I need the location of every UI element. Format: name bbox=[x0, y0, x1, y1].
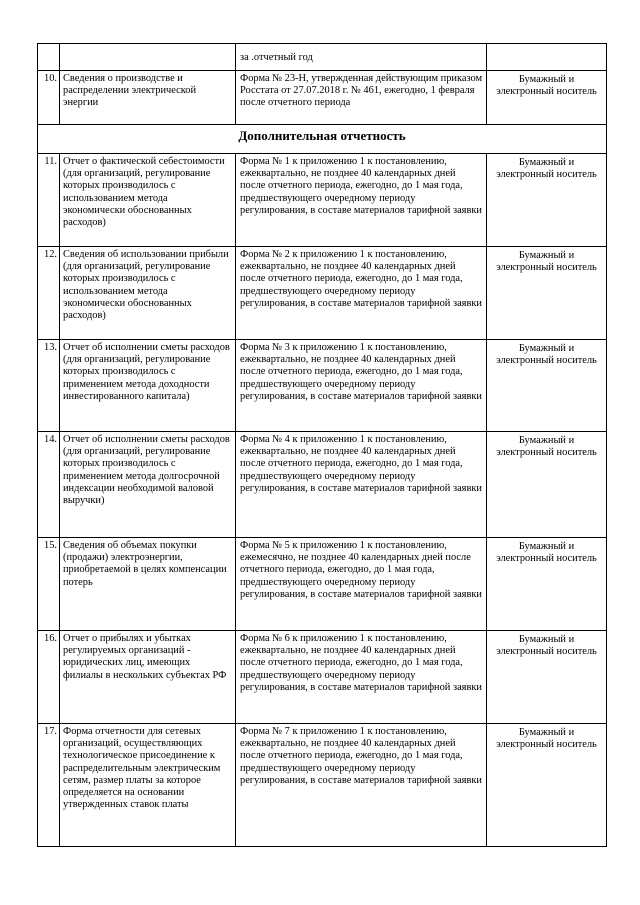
row-number: 11. bbox=[38, 154, 60, 247]
report-deadline: Форма № 6 к приложению 1 к постановлению, ежеквартально, не позднее 40 календарных дней после отчетного периода, ежегодно, до 1 мая года, предшествующего очередному периоду регулирования, в составе материалов тарифной заявки bbox=[236, 631, 487, 724]
table-row bbox=[38, 71, 607, 125]
table-row bbox=[38, 340, 607, 432]
row-number: 14. bbox=[38, 432, 60, 538]
report-media bbox=[487, 44, 607, 71]
report-media: Бумажный и электронный носитель bbox=[487, 724, 607, 847]
table-row bbox=[38, 724, 607, 847]
report-deadline: Форма № 1 к приложению 1 к постановлению, ежеквартально, не позднее 40 календарных дней после отчетного периода, ежегодно, до 1 мая года, предшествующего очередному периоду регулирования, в составе материалов тарифной заявки bbox=[236, 154, 487, 247]
table-row bbox=[38, 432, 607, 538]
section-title: Дополнительная отчетность bbox=[38, 125, 607, 154]
report-name: Отчет об исполнении сметы расходов (для организаций, регулирование которых производилось с применением метода доходности инвестированного капитала) bbox=[60, 340, 236, 432]
table-row bbox=[38, 538, 607, 631]
table-row bbox=[38, 247, 607, 340]
report-media: Бумажный и электронный носитель bbox=[487, 432, 607, 538]
reporting-table bbox=[37, 43, 607, 847]
section-header-row bbox=[38, 125, 607, 154]
report-media: Бумажный и электронный носитель bbox=[487, 538, 607, 631]
report-deadline: Форма № 4 к приложению 1 к постановлению, ежеквартально, не позднее 40 календарных дней после отчетного периода, ежегодно, до 1 мая года, предшествующего очередному периоду регулирования, в составе материалов тарифной заявки bbox=[236, 432, 487, 538]
row-number: 12. bbox=[38, 247, 60, 340]
report-deadline: Форма № 5 к приложению 1 к постановлению, ежемесячно, не позднее 40 календарных дней после отчетного периода, ежегодно, до 1 мая года, предшествующего очередному периоду регулирования, в составе материалов тарифной заявки bbox=[236, 538, 487, 631]
report-name: Отчет о фактической себестоимости (для организаций, регулирование которых производилось с использованием метода экономически обоснованных расходов) bbox=[60, 154, 236, 247]
report-name: Сведения о производстве и распределении электрической энергии bbox=[60, 71, 236, 125]
row-number: 13. bbox=[38, 340, 60, 432]
report-media: Бумажный и электронный носитель bbox=[487, 340, 607, 432]
report-deadline: Форма № 2 к приложению 1 к постановлению, ежеквартально, не позднее 40 календарных дней после отчетного периода, ежегодно, до 1 мая года, предшествующего очередному периоду регулирования, в составе материалов тарифной заявки bbox=[236, 247, 487, 340]
row-number bbox=[38, 44, 60, 71]
report-media: Бумажный и электронный носитель bbox=[487, 71, 607, 125]
report-name: Отчет об исполнении сметы расходов (для организаций, регулирование которых производилось с применением метода долгосрочной индексации необходимой валовой выручки) bbox=[60, 432, 236, 538]
row-number: 16. bbox=[38, 631, 60, 724]
row-number: 17. bbox=[38, 724, 60, 847]
report-name: Форма отчетности для сетевых организаций, осуществляющих технологическое присоединение к распределительным электрическим сетям, размер платы за которое определяется на основании утвержденных ставок платы bbox=[60, 724, 236, 847]
row-number: 15. bbox=[38, 538, 60, 631]
table-row bbox=[38, 44, 607, 71]
row-number: 10. bbox=[38, 71, 60, 125]
report-deadline: Форма № 7 к приложению 1 к постановлению, ежеквартально, не позднее 40 календарных дней после отчетного периода, ежегодно, до 1 мая года, предшествующего очередному периоду регулирования, в составе материалов тарифной заявки bbox=[236, 724, 487, 847]
report-deadline: Форма № 3 к приложению 1 к постановлению, ежеквартально, не позднее 40 календарных дней после отчетного периода, ежегодно, до 1 мая года, предшествующего очередному периоду регулирования, в составе материалов тарифной заявки bbox=[236, 340, 487, 432]
report-media: Бумажный и электронный носитель bbox=[487, 247, 607, 340]
report-name: Сведения об использовании прибыли (для организаций, регулирование которых производилось с использованием метода экономически обоснованных расходов) bbox=[60, 247, 236, 340]
report-media: Бумажный и электронный носитель bbox=[487, 154, 607, 247]
report-name bbox=[60, 44, 236, 71]
report-deadline: за .отчетный год bbox=[236, 44, 487, 71]
report-media: Бумажный и электронный носитель bbox=[487, 631, 607, 724]
table-row bbox=[38, 631, 607, 724]
report-name: Отчет о прибылях и убытках регулируемых организаций - юридических лиц, имеющих филиалы в нескольких субъектах РФ bbox=[60, 631, 236, 724]
table-row bbox=[38, 154, 607, 247]
report-name: Сведения об объемах покупки (продажи) электроэнергии, приобретаемой в целях компенсации потерь bbox=[60, 538, 236, 631]
report-deadline: Форма № 23-Н, утвержденная действующим приказом Росстата от 27.07.2018 г. № 461, ежегодно, 1 февраля после отчетного периода bbox=[236, 71, 487, 125]
